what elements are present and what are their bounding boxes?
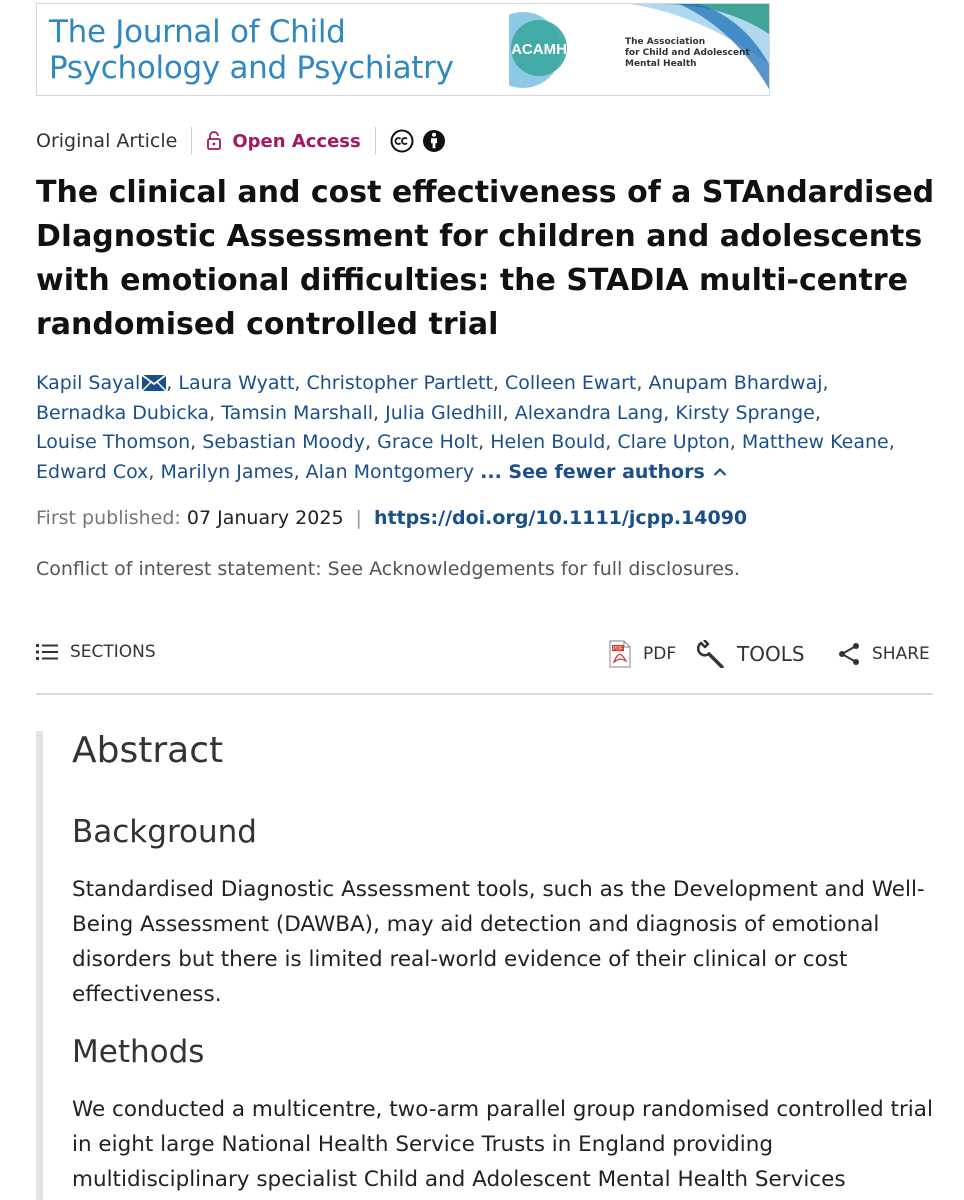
publication-info xyxy=(36,507,747,529)
methods-heading: Methods xyxy=(72,1034,205,1070)
email-icon[interactable] xyxy=(142,375,166,391)
author-link[interactable]: Kirsty Sprange xyxy=(675,401,815,424)
article-meta-row xyxy=(36,126,446,156)
open-access-badge[interactable] xyxy=(206,131,360,152)
share-button[interactable] xyxy=(838,642,930,666)
background-text: Standardised Diagnostic Assessment tools, such as the Development and Well-Being Assessment (DAWBA), may aid detection and diagnosis of emotional disorders but there is limited real-world evidence of their clinical or cost effectiveness. xyxy=(72,877,925,1007)
separator: | xyxy=(355,507,362,529)
abstract-heading: Abstract xyxy=(72,730,224,771)
author-link[interactable]: Julia Gledhill xyxy=(385,401,503,424)
journal-title xyxy=(49,14,454,86)
author-link[interactable]: Sebastian Moody xyxy=(202,431,366,453)
article-title: The clinical and cost effectiveness of a STAndardised DIagnostic Assessment for children and adolescents with emotional difficulties: the STADIA multi-centre randomised controlled trial xyxy=(36,175,935,342)
tools-label: TOOLS xyxy=(737,642,805,666)
attribution-icon xyxy=(422,129,446,153)
toolbar-divider xyxy=(36,693,933,695)
see-fewer-label: ... See fewer authors xyxy=(480,460,705,483)
divider xyxy=(191,127,192,155)
author-link[interactable]: Anupam Bhardwaj xyxy=(648,372,823,394)
author-link[interactable]: Alan Montgomery xyxy=(305,460,475,483)
lock-icon xyxy=(206,131,222,151)
journal-title-line2: Psychology and Psychiatry xyxy=(49,50,454,86)
author-link[interactable]: Christopher Partlett xyxy=(306,372,493,394)
article-toolbar xyxy=(36,636,933,676)
author-link[interactable]: Edward Cox xyxy=(36,460,149,483)
acamh-line2: for Child and Adolescent xyxy=(625,48,750,58)
share-icon xyxy=(838,642,860,666)
license-icons[interactable] xyxy=(390,129,446,153)
article-type: Original Article xyxy=(36,130,178,152)
author-link[interactable]: Laura Wyatt xyxy=(178,372,295,394)
acamh-line3: Mental Health xyxy=(625,59,697,69)
open-access-label: Open Access xyxy=(232,130,361,152)
acamh-logo-text: ACAMH xyxy=(511,41,567,58)
author-link[interactable]: Colleen Ewart xyxy=(505,372,637,394)
sections-button[interactable] xyxy=(36,642,156,662)
methods-text: We conducted a multicentre, two-arm parallel group randomised controlled trial in eight large National Health Service Trusts in England providing multidisciplinary specialist Child and Adolescent Mental Health Services xyxy=(72,1097,933,1192)
wrench-icon xyxy=(697,640,725,668)
doi-link[interactable]: https://doi.org/10.1111/jcpp.14090 xyxy=(373,507,748,529)
acamh-tagline xyxy=(625,37,750,70)
author-link[interactable]: Grace Holt xyxy=(377,431,479,453)
journal-title-line1: The Journal of Child xyxy=(49,14,346,50)
pdf-icon xyxy=(609,640,631,668)
author-link[interactable]: Matthew Keane xyxy=(741,431,889,453)
background-heading: Background xyxy=(72,814,257,850)
see-fewer-authors-link[interactable] xyxy=(480,461,727,483)
author-link[interactable]: Louise Thomson xyxy=(36,431,191,453)
chevron-up-icon xyxy=(713,467,727,477)
pdf-button[interactable] xyxy=(609,640,676,668)
tools-button[interactable] xyxy=(697,640,805,668)
author-link[interactable]: Tamsin Marshall xyxy=(221,401,374,424)
author-link[interactable]: Clare Upton xyxy=(617,431,730,453)
pdf-label: PDF xyxy=(643,644,677,664)
svg-text:PDF: PDF xyxy=(613,646,623,652)
author-link[interactable]: Bernadka Dubicka xyxy=(36,401,210,424)
author-link[interactable]: Helen Bould xyxy=(490,431,606,453)
conflict-of-interest: Conflict of interest statement: See Acknowledgements for full disclosures. xyxy=(36,558,740,580)
first-published-label: First published: xyxy=(36,507,181,529)
abstract-side-bar xyxy=(36,731,43,1200)
sections-label: SECTIONS xyxy=(70,642,156,662)
author-list: Kapil Sayal , Laura Wyatt, Christopher Partlett, Colleen Ewart, Anupam Bhardwaj, Bernadka Dubicka, Tamsin Marshall, Julia Gledhill, Alexandra Lang, Kirsty Sprange, Louise Thomson, Sebastian Moody, Grace Holt, Helen Bould, Clare Upton, Matthew Keane, Edward Cox, Marilyn James, Alan Montgomery ... See fewer authors xyxy=(36,372,895,483)
author-link[interactable]: Kapil Sayal xyxy=(36,372,141,394)
author-link[interactable]: Alexandra Lang xyxy=(514,401,664,424)
divider xyxy=(375,127,376,155)
share-label: SHARE xyxy=(872,644,930,664)
author-link[interactable]: Marilyn James xyxy=(160,460,294,483)
journal-banner[interactable] xyxy=(36,3,770,96)
publication-date: 07 January 2025 xyxy=(186,507,344,529)
list-icon xyxy=(36,643,58,661)
cc-icon xyxy=(390,129,414,153)
acamh-line1: The Association xyxy=(625,37,706,47)
